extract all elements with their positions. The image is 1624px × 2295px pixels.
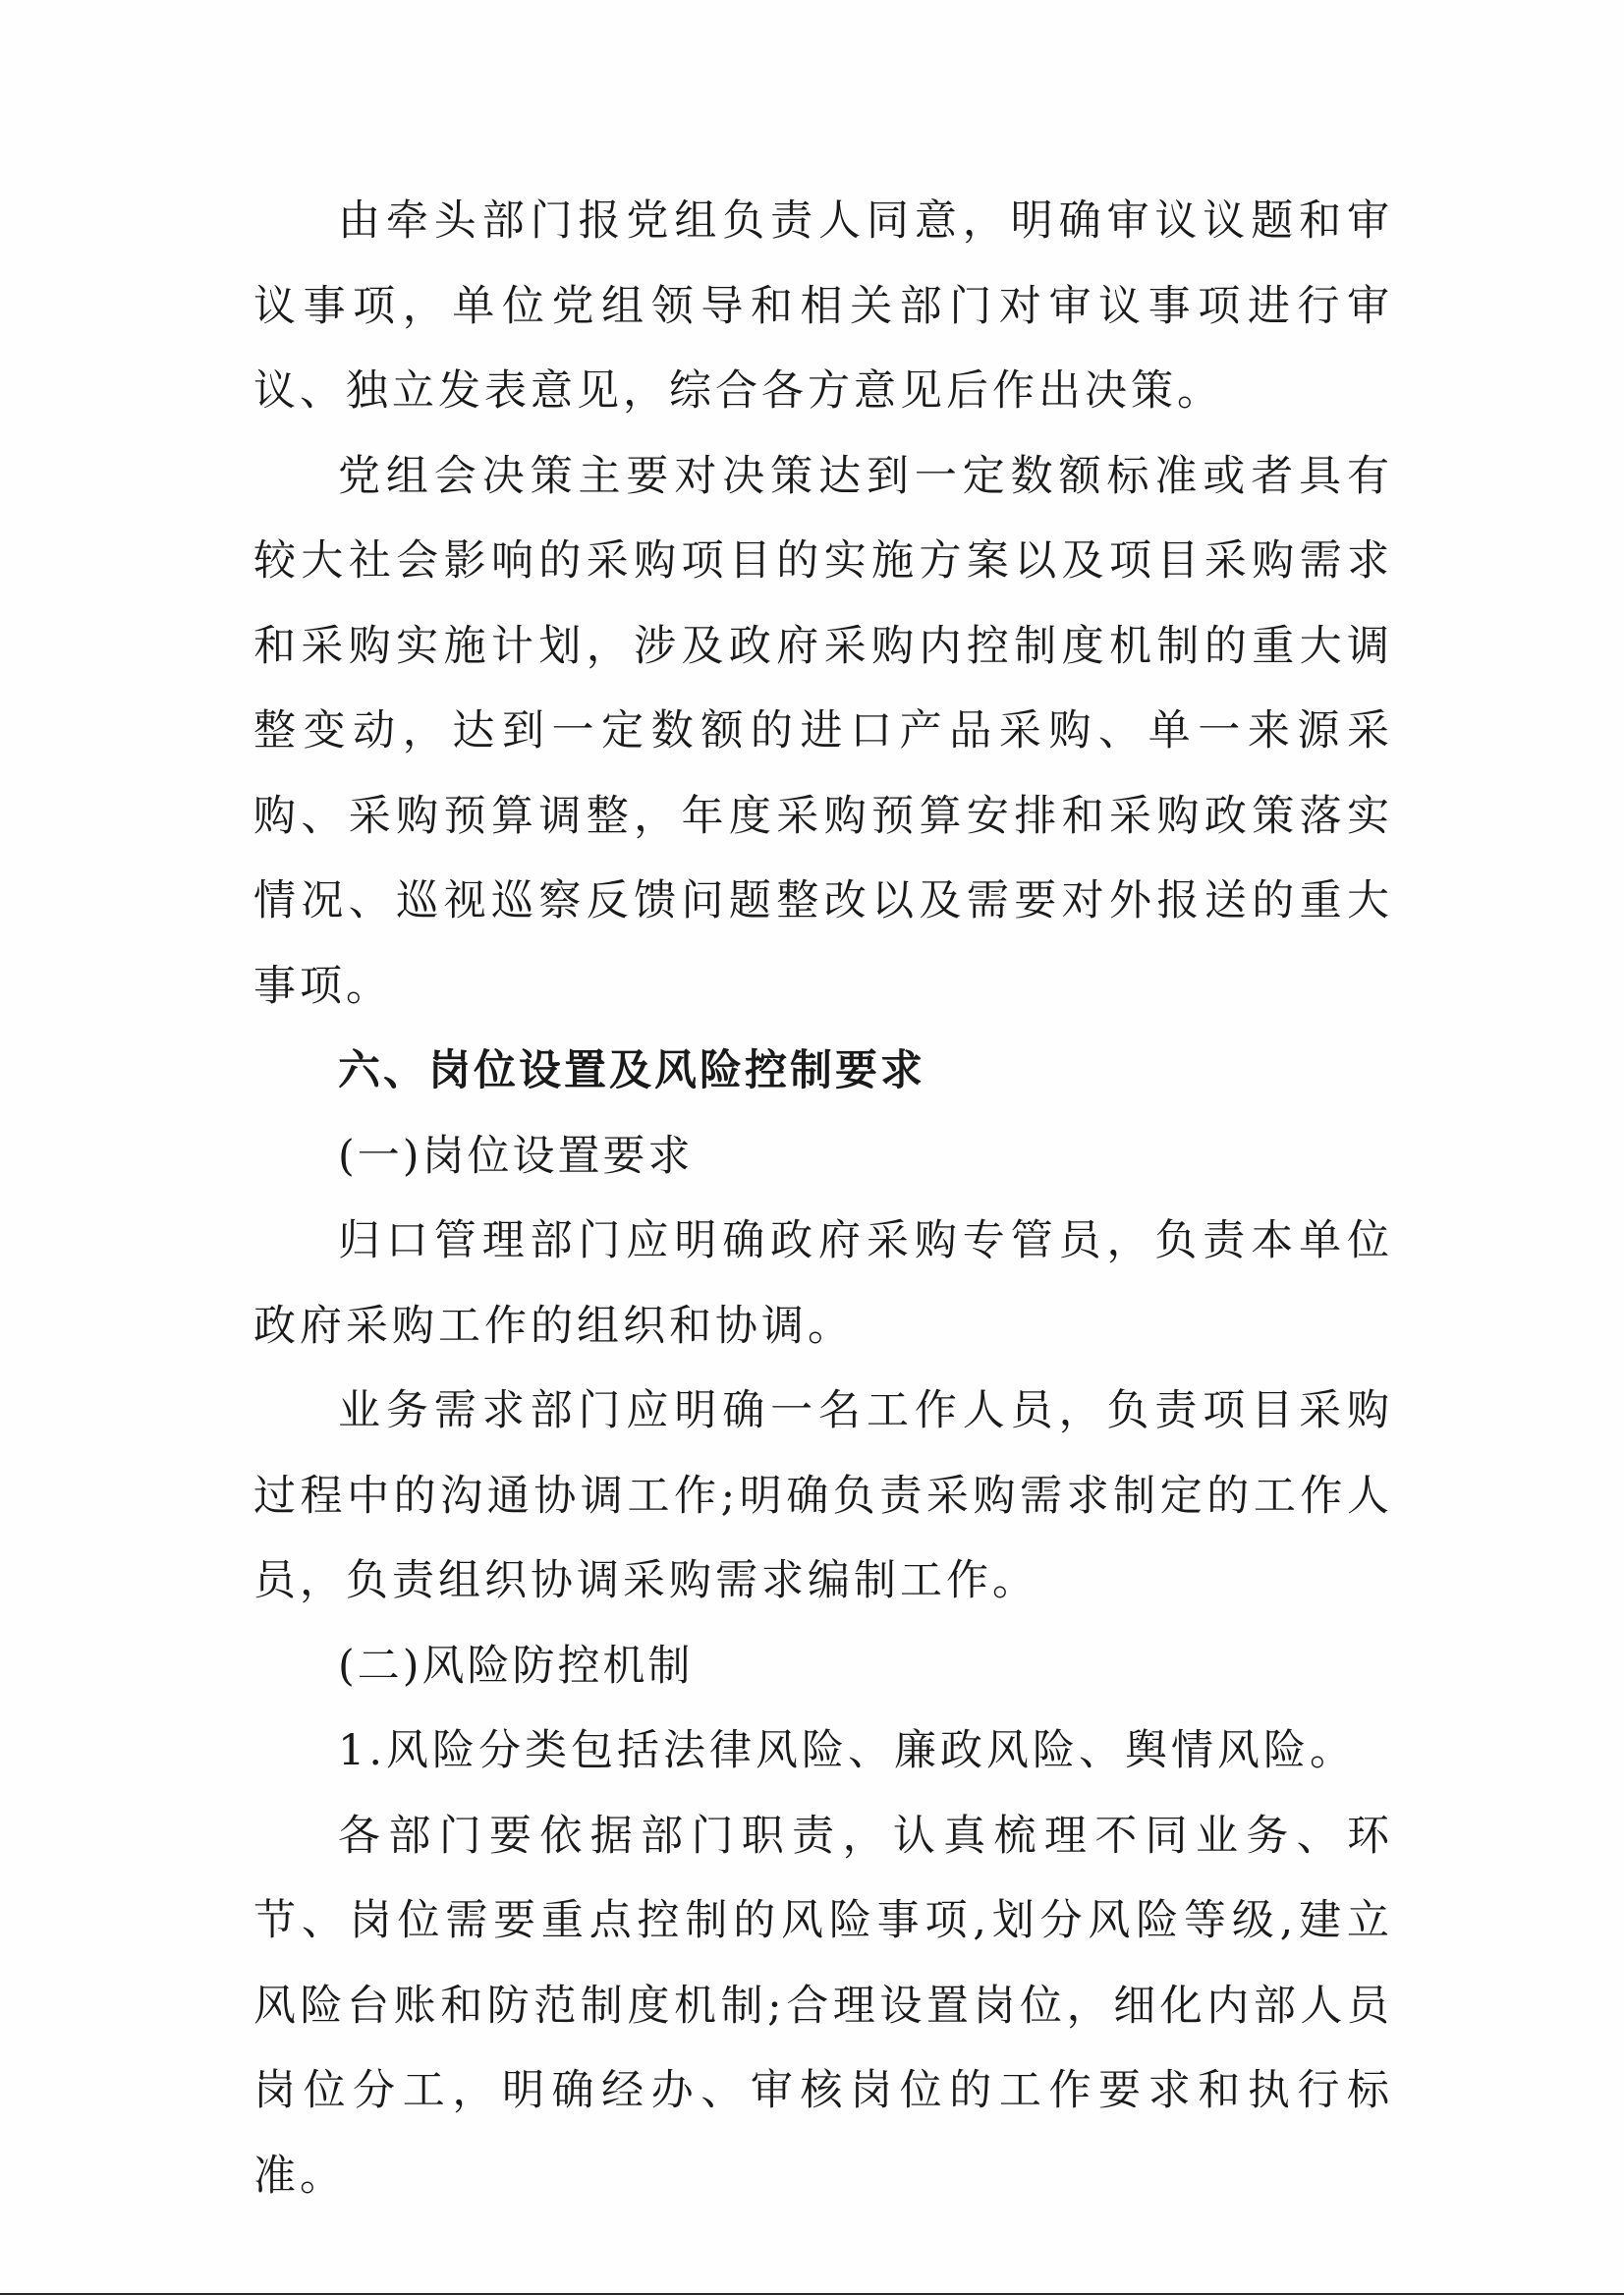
subheading-risk-control: (二)风险防控机制 (338, 1641, 694, 1691)
paragraph-procurement-officer: 归口管理部门应明确政府采购专管员，负责本单位政府采购工作的组织和协调。 (253, 1216, 1393, 1351)
document-body (253, 179, 1393, 2218)
paragraph-decision-process: 由牵头部门报党组负责人同意，明确审议议题和审议事项，单位党组领导和相关部门对审议事项进行审议、独立发表意见，综合各方意见后作出决策。 (253, 196, 1393, 416)
paragraph-demand-department: 业务需求部门应明确一名工作人员，负责项目采购过程中的沟通协调工作;明确负责采购需求制定的工作人员，负责组织协调采购需求编制工作。 (253, 1386, 1393, 1605)
paragraph-risk-categories: 1.风险分类包括法律风险、廉政风险、舆情风险。 (338, 1726, 1357, 1775)
section-heading-post-setup: 六、岗位设置及风险控制要求 (338, 1046, 925, 1095)
subheading-post-requirements: (一)岗位设置要求 (338, 1131, 694, 1181)
paragraph-risk-management: 各部门要依据部门职责，认真梳理不同业务、环节、岗位需要重点控制的风险事项,划分风险等级,建立风险台账和防范制度机制;合理设置岗位，细化内部人员岗位分工，明确经办、审核岗位的工作要求和执行标准。 (253, 1811, 1393, 2201)
paragraph-party-meeting-scope: 党组会决策主要对决策达到一定数额标准或者具有较大社会影响的采购项目的实施方案以及项目采购需求和采购实施计划，涉及政府采购内控制度机制的重大调整变动，达到一定数额的进口产品采购、单一来源采购、采购预算调整，年度采购预算安排和采购政策落实情况、巡视巡察反馈问题整改以及需要对外报送的重大事项。 (253, 451, 1393, 1011)
